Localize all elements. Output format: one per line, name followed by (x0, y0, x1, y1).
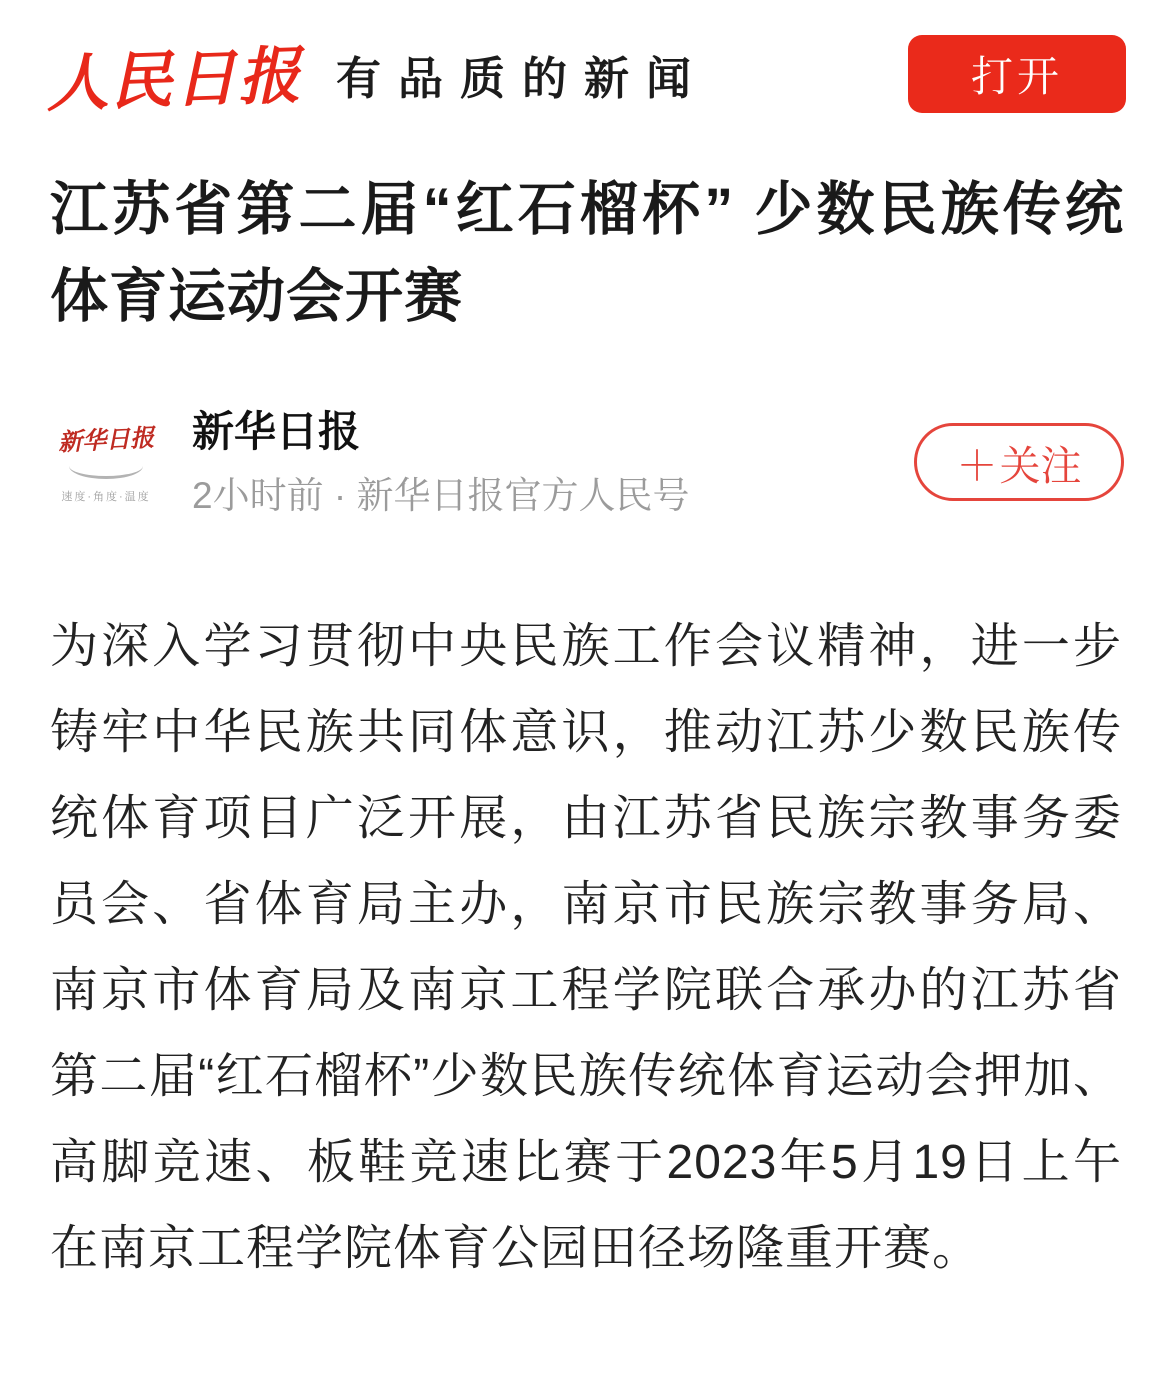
author-name[interactable]: 新华日报 (192, 407, 361, 455)
follow-button[interactable] (914, 423, 1124, 501)
avatar[interactable] (50, 406, 162, 518)
app-header (0, 0, 1170, 118)
article-body: 为深入学习贯彻中央民族工作会议精神，进一步铸牢中华民族共同体意识，推动江苏少数民族传统体育项目广泛开展，由江苏省民族宗教事务委员会、省体育局主办，南京市民族宗教事务局、南京市体育局及南京工程学院联合承办的江苏省第二届“红石榴杯”少数民族传统体育运动会押加、高脚竞速、板鞋竞速比赛于2023年5月19日上午在南京工程学院体育公园田径场隆重开赛。 (50, 620, 1122, 1275)
avatar-slogan: 速度·角度·温度 (61, 491, 151, 503)
article-title: 江苏省第二届“红石榴杯” 少数民族传统体育运动会开赛 (50, 177, 1124, 329)
xinhua-daily-logo: 新华日报 (57, 422, 155, 457)
author-row (50, 406, 1124, 518)
smile-arc-icon (69, 453, 143, 479)
author-info (192, 407, 690, 516)
plus-icon: ＋ (956, 442, 998, 489)
peoples-daily-logo: 人民日报 (44, 38, 304, 120)
follow-button-label: 关注 (999, 442, 1082, 489)
brand-tagline: 有品质的新闻 (336, 53, 709, 104)
open-app-button[interactable]: 打开 (908, 35, 1126, 113)
author-meta: 2小时前 · 新华日报官方人民号 (192, 474, 690, 516)
